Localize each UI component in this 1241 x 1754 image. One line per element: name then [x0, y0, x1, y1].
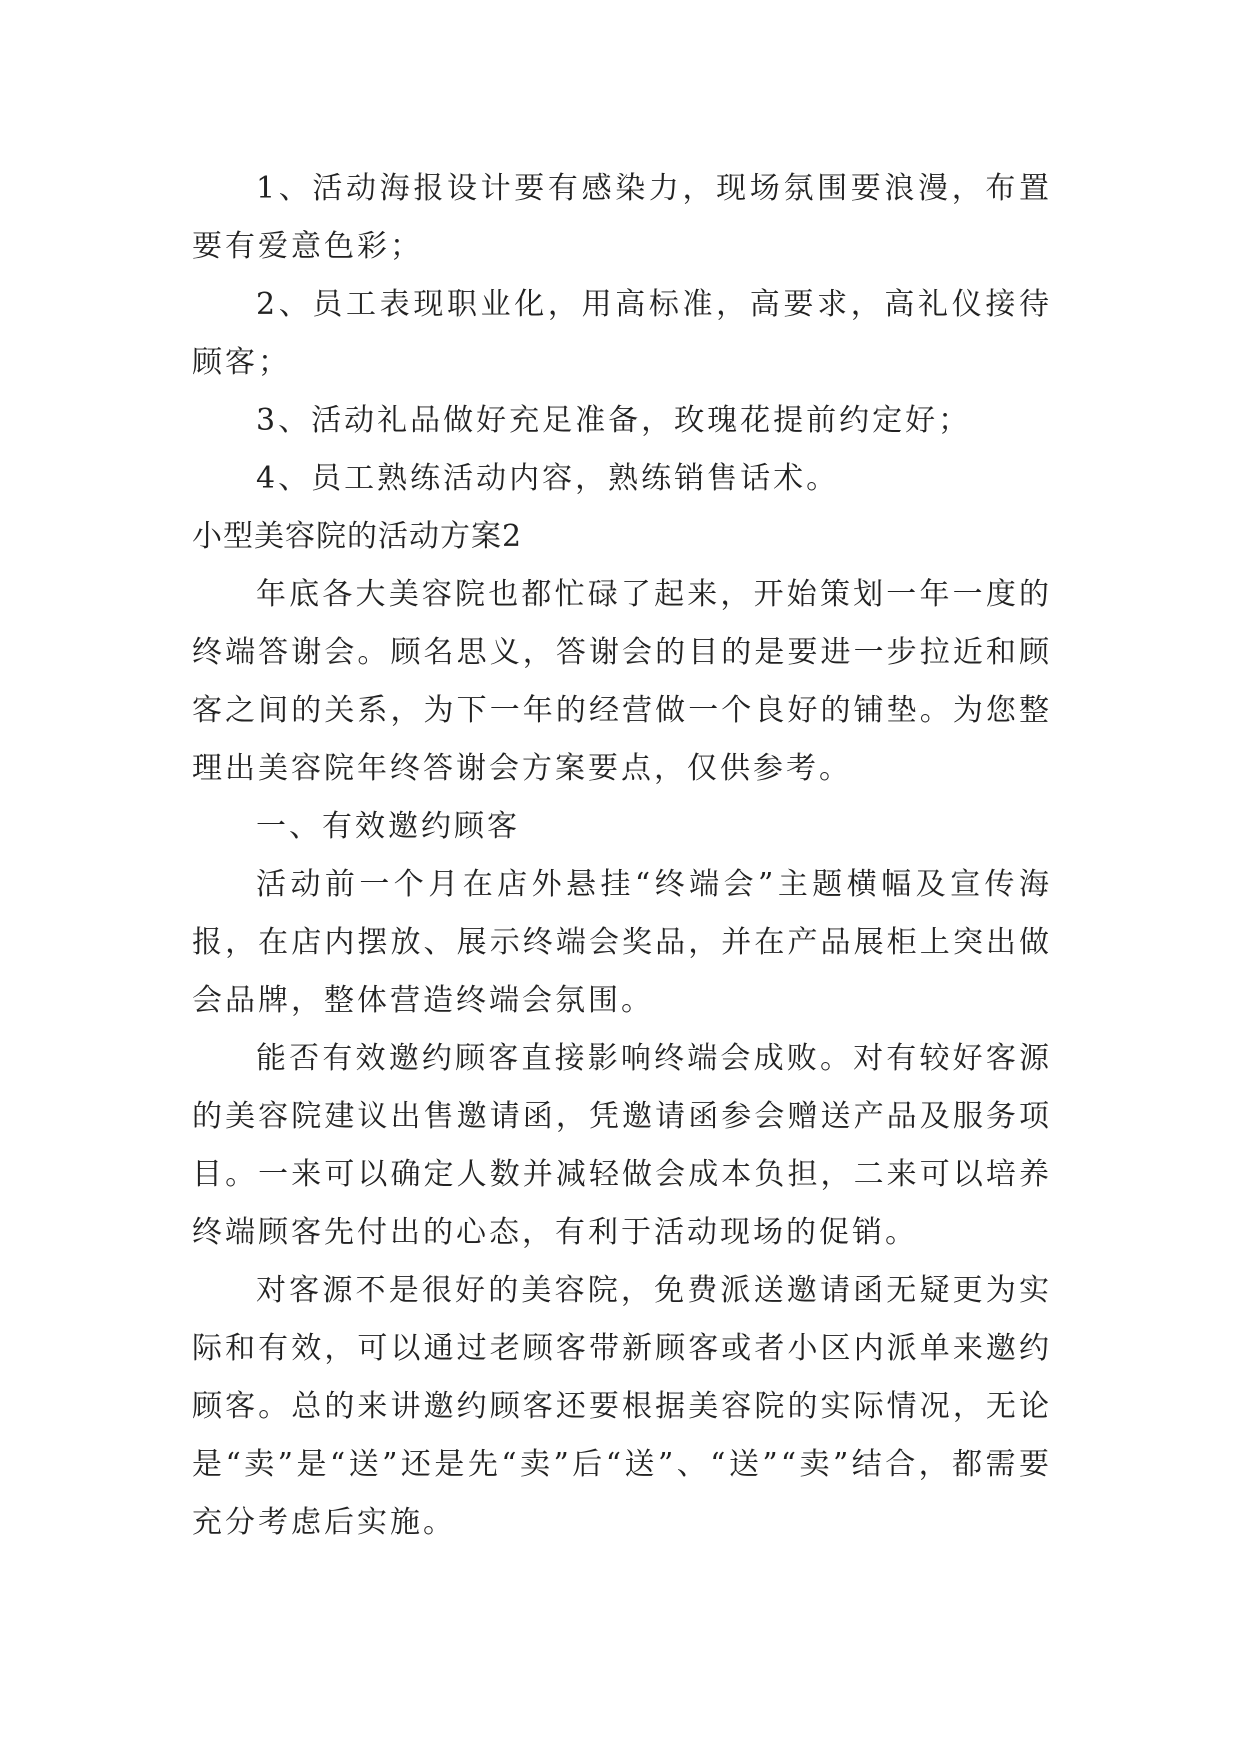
section-title: 小型美容院的活动方案2 — [192, 519, 523, 554]
list-item-poster-design: 1、活动海报设计要有感染力，现场氛围要浪漫，布置要有爱意色彩； — [192, 171, 1052, 264]
list-item-staff-performance: 2、员工表现职业化，用高标准，高要求，高礼仪接待顾客； — [192, 287, 1052, 380]
body-paragraph-banner: 活动前一个月在店外悬挂“终端会”主题横幅及宣传海报，在店内摆放、展示终端会奖品，并在产品展柜上突出做会品牌，整体营造终端会氛围。 — [192, 867, 1052, 1018]
intro-paragraph: 年底各大美容院也都忙碌了起来，开始策划一年一度的终端答谢会。顾名思义，答谢会的目的是要进一步拉近和顾客之间的关系，为下一年的经营做一个良好的铺垫。为您整理出美容院年终答谢会方案要点，仅供参考。 — [192, 577, 1052, 786]
document-body — [192, 160, 1052, 1552]
list-item-gift-preparation: 3、活动礼品做好充足准备，玫瑰花提前约定好； — [256, 403, 972, 438]
list-item-staff-training: 4、员工熟练活动内容，熟练销售话术。 — [256, 461, 840, 496]
subsection-heading: 一、有效邀约顾客 — [256, 809, 520, 844]
body-paragraph-invitation-sale: 能否有效邀约顾客直接影响终端会成败。对有较好客源的美容院建议出售邀请函，凭邀请函参会赠送产品及服务项目。一来可以确定人数并减轻做会成本负担，二来可以培养终端顾客先付出的心态，有利于活动现场的促销。 — [192, 1041, 1052, 1250]
body-paragraph-free-invitation: 对客源不是很好的美容院，免费派送邀请函无疑更为实际和有效，可以通过老顾客带新顾客或者小区内派单来邀约顾客。总的来讲邀约顾客还要根据美容院的实际情况，无论是“卖”是“送”还是先“卖”后“送”、“送”“卖”结合，都需要充分考虑后实施。 — [192, 1273, 1052, 1540]
